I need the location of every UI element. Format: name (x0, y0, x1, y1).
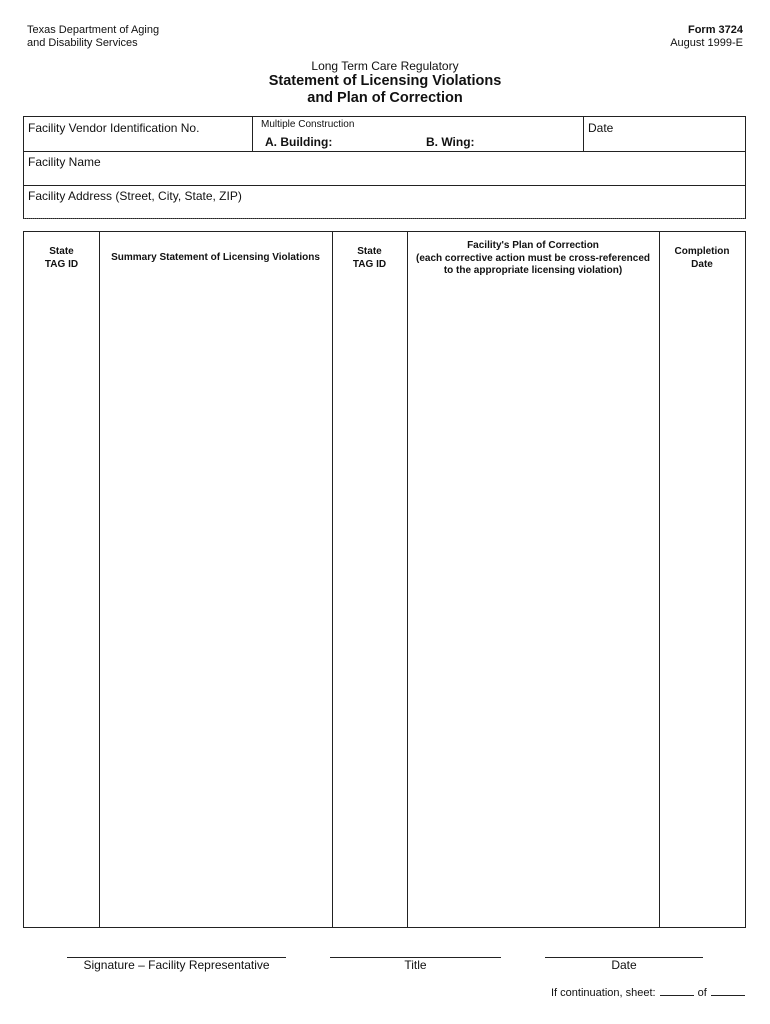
divider-row-1 (24, 151, 745, 152)
form-subtitle: Long Term Care Regulatory (311, 59, 459, 73)
divider-row-2 (24, 185, 745, 186)
wing-field[interactable]: B. Wing: (426, 135, 475, 149)
column-header-state-tag-id (24, 246, 99, 271)
form-number: Form 3724 (687, 24, 743, 36)
agency-line-2: and Disability Services (27, 37, 138, 49)
form-date: August 1999-E (670, 37, 743, 49)
column-divider-1 (99, 232, 100, 927)
column-header-line: State (49, 246, 74, 257)
continuation-of-label: of (697, 987, 707, 999)
violations-table (23, 231, 746, 928)
divider-vertical-2 (583, 117, 584, 152)
column-header-plan-of-correction (407, 240, 659, 278)
facility-name-field[interactable]: Facility Name (28, 155, 101, 169)
column-divider-2 (332, 232, 333, 927)
column-header-line: TAG ID (352, 258, 387, 270)
divider-row-3 (24, 218, 745, 219)
date-field[interactable]: Date (588, 121, 614, 135)
column-header-line: Completion (674, 246, 730, 257)
divider-vertical-1 (252, 117, 253, 152)
column-header-line: State (357, 246, 382, 257)
signature-label-date: Date (611, 958, 637, 972)
column-header-line: (each corrective action must be cross-referenced (416, 252, 650, 264)
signature-label-title: Title (404, 958, 427, 972)
vendor-id-field[interactable]: Facility Vendor Identification No. (28, 121, 200, 135)
facility-address-field[interactable]: Facility Address (Street, City, State, ZIP) (28, 189, 242, 203)
signature-label-facility-rep: Signature – Facility Representative (83, 958, 270, 972)
column-divider-3 (407, 232, 408, 927)
agency-name (27, 24, 159, 50)
column-header-summary-statement (99, 252, 332, 265)
sheet-number-blank[interactable] (660, 995, 694, 996)
column-divider-4 (659, 232, 660, 927)
column-header-line: Summary Statement of Licensing Violations (111, 252, 320, 263)
sheet-total-blank[interactable] (711, 995, 745, 996)
form-identifier (670, 24, 743, 50)
agency-line-1: Texas Department of Aging (27, 24, 160, 36)
column-header-line: to the appropriate licensing violation) (443, 265, 623, 276)
form-title-line-1: Statement of Licensing Violations (268, 73, 502, 89)
continuation-sheet (551, 987, 749, 1000)
column-header-line: Date (691, 258, 713, 270)
continuation-sheet-label: If continuation, sheet: (551, 987, 656, 999)
column-header-line: Facility's Plan of Correction (467, 240, 599, 251)
facility-info-box (23, 116, 746, 219)
column-header-completion-date (659, 246, 745, 271)
building-field[interactable]: A. Building: (265, 135, 333, 149)
column-header-state-tag-id-2 (332, 246, 407, 271)
form-title-line-2: and Plan of Correction (307, 90, 463, 106)
form-title-block (0, 59, 770, 107)
column-header-line: TAG ID (44, 258, 79, 270)
multiple-construction-label: Multiple Construction (261, 119, 355, 130)
